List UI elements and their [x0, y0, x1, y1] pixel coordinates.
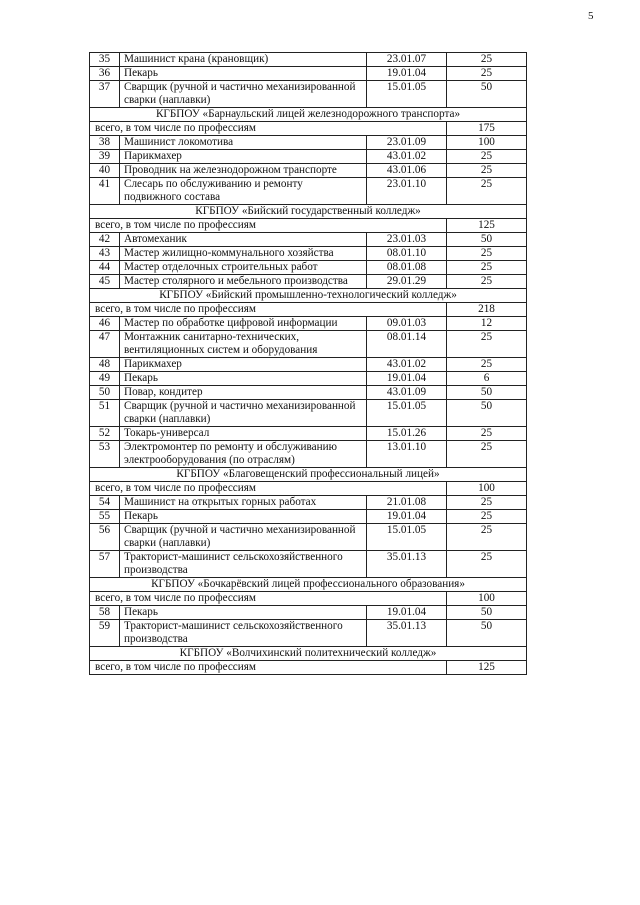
- table-row: [90, 331, 527, 358]
- table-row: [90, 233, 527, 247]
- table-row: [90, 606, 527, 620]
- organization-name: КГБПОУ «Бочкарёвский лицей профессионального образования»: [90, 578, 527, 592]
- profession-code: 23.01.09: [367, 136, 447, 150]
- table-row: [90, 164, 527, 178]
- table-row: [90, 275, 527, 289]
- table-row: [90, 247, 527, 261]
- row-number: 59: [90, 620, 120, 647]
- profession-code: 35.01.13: [367, 551, 447, 578]
- profession-code: 43.01.09: [367, 386, 447, 400]
- admission-count: 50: [447, 81, 527, 108]
- subtotal-count: 218: [447, 303, 527, 317]
- row-number: 35: [90, 53, 120, 67]
- profession-name: Сварщик (ручной и частично механизированной сварки (наплавки): [120, 81, 367, 108]
- table-row: [90, 372, 527, 386]
- admission-count: 25: [447, 275, 527, 289]
- profession-name: Автомеханик: [120, 233, 367, 247]
- profession-name: Пекарь: [120, 67, 367, 81]
- subtotal-count: 100: [447, 482, 527, 496]
- subtotal-count: 175: [447, 122, 527, 136]
- profession-code: 43.01.02: [367, 358, 447, 372]
- row-number: 42: [90, 233, 120, 247]
- row-number: 40: [90, 164, 120, 178]
- admission-count: 100: [447, 136, 527, 150]
- profession-code: 23.01.07: [367, 53, 447, 67]
- table-row: [90, 441, 527, 468]
- table-row: [90, 67, 527, 81]
- row-number: 57: [90, 551, 120, 578]
- profession-code: 08.01.10: [367, 247, 447, 261]
- admission-count: 25: [447, 150, 527, 164]
- professions-table: [89, 52, 527, 675]
- table-row: [90, 386, 527, 400]
- profession-name: Машинист крана (крановщик): [120, 53, 367, 67]
- row-number: 51: [90, 400, 120, 427]
- row-number: 43: [90, 247, 120, 261]
- admission-count: 25: [447, 358, 527, 372]
- subtotal-label: всего, в том числе по профессиям: [90, 482, 447, 496]
- row-number: 41: [90, 178, 120, 205]
- admission-count: 25: [447, 524, 527, 551]
- table-row: [90, 427, 527, 441]
- profession-code: 15.01.05: [367, 81, 447, 108]
- profession-code: 19.01.04: [367, 606, 447, 620]
- row-number: 58: [90, 606, 120, 620]
- profession-name: Парикмахер: [120, 358, 367, 372]
- profession-code: 35.01.13: [367, 620, 447, 647]
- profession-code: 23.01.10: [367, 178, 447, 205]
- professions-table-body: [90, 53, 527, 675]
- row-number: 52: [90, 427, 120, 441]
- subtotal-label: всего, в том числе по профессиям: [90, 592, 447, 606]
- table-row: [90, 178, 527, 205]
- organization-header-row: [90, 468, 527, 482]
- profession-name: Пекарь: [120, 372, 367, 386]
- profession-code: 08.01.08: [367, 261, 447, 275]
- admission-count: 50: [447, 233, 527, 247]
- row-number: 44: [90, 261, 120, 275]
- subtotal-label: всего, в том числе по профессиям: [90, 303, 447, 317]
- table-row: [90, 261, 527, 275]
- table-row: [90, 53, 527, 67]
- row-number: 56: [90, 524, 120, 551]
- profession-name: Тракторист-машинист сельскохозяйственного производства: [120, 620, 367, 647]
- page-number: 5: [588, 10, 594, 22]
- subtotal-count: 100: [447, 592, 527, 606]
- table-row: [90, 524, 527, 551]
- organization-name: КГБПОУ «Благовещенский профессиональный лицей»: [90, 468, 527, 482]
- admission-count: 25: [447, 427, 527, 441]
- row-number: 46: [90, 317, 120, 331]
- organization-name: КГБПОУ «Бийский промышленно-технологический колледж»: [90, 289, 527, 303]
- admission-count: 25: [447, 510, 527, 524]
- row-number: 38: [90, 136, 120, 150]
- profession-name: Мастер столярного и мебельного производства: [120, 275, 367, 289]
- row-number: 53: [90, 441, 120, 468]
- profession-code: 19.01.04: [367, 510, 447, 524]
- table-row: [90, 81, 527, 108]
- profession-name: Мастер отделочных строительных работ: [120, 261, 367, 275]
- profession-code: 19.01.04: [367, 372, 447, 386]
- table-row: [90, 358, 527, 372]
- admission-count: 25: [447, 551, 527, 578]
- organization-header-row: [90, 289, 527, 303]
- subtotal-row: [90, 219, 527, 233]
- profession-code: 23.01.03: [367, 233, 447, 247]
- table-row: [90, 136, 527, 150]
- subtotal-row: [90, 303, 527, 317]
- profession-name: Парикмахер: [120, 150, 367, 164]
- row-number: 36: [90, 67, 120, 81]
- subtotal-row: [90, 661, 527, 675]
- admission-count: 25: [447, 67, 527, 81]
- profession-name: Проводник на железнодорожном транспорте: [120, 164, 367, 178]
- row-number: 37: [90, 81, 120, 108]
- subtotal-row: [90, 482, 527, 496]
- admission-count: 50: [447, 620, 527, 647]
- table-row: [90, 620, 527, 647]
- profession-name: Машинист локомотива: [120, 136, 367, 150]
- organization-name: КГБПОУ «Волчихинский политехнический колледж»: [90, 647, 527, 661]
- profession-name: Сварщик (ручной и частично механизированной сварки (наплавки): [120, 400, 367, 427]
- profession-name: Мастер жилищно-коммунального хозяйства: [120, 247, 367, 261]
- profession-name: Электромонтер по ремонту и обслуживанию электрооборудования (по отраслям): [120, 441, 367, 468]
- profession-name: Повар, кондитер: [120, 386, 367, 400]
- profession-name: Пекарь: [120, 510, 367, 524]
- row-number: 49: [90, 372, 120, 386]
- subtotal-label: всего, в том числе по профессиям: [90, 219, 447, 233]
- admission-count: 25: [447, 496, 527, 510]
- table-row: [90, 551, 527, 578]
- admission-count: 25: [447, 53, 527, 67]
- row-number: 45: [90, 275, 120, 289]
- admission-count: 50: [447, 606, 527, 620]
- table-row: [90, 496, 527, 510]
- table-row: [90, 400, 527, 427]
- profession-code: 43.01.06: [367, 164, 447, 178]
- subtotal-row: [90, 122, 527, 136]
- table-row: [90, 150, 527, 164]
- admission-count: 25: [447, 164, 527, 178]
- profession-code: 15.01.05: [367, 400, 447, 427]
- organization-name: КГБПОУ «Бийский государственный колледж»: [90, 205, 527, 219]
- subtotal-label: всего, в том числе по профессиям: [90, 122, 447, 136]
- profession-code: 09.01.03: [367, 317, 447, 331]
- row-number: 47: [90, 331, 120, 358]
- row-number: 54: [90, 496, 120, 510]
- admission-count: 25: [447, 441, 527, 468]
- row-number: 39: [90, 150, 120, 164]
- organization-header-row: [90, 108, 527, 122]
- subtotal-count: 125: [447, 219, 527, 233]
- admission-count: 25: [447, 261, 527, 275]
- profession-code: 21.01.08: [367, 496, 447, 510]
- row-number: 55: [90, 510, 120, 524]
- profession-code: 13.01.10: [367, 441, 447, 468]
- profession-code: 15.01.26: [367, 427, 447, 441]
- profession-name: Мастер по обработке цифровой информации: [120, 317, 367, 331]
- admission-count: 25: [447, 247, 527, 261]
- admission-count: 50: [447, 386, 527, 400]
- profession-name: Монтажник санитарно-технических, вентиляционных систем и оборудования: [120, 331, 367, 358]
- subtotal-label: всего, в том числе по профессиям: [90, 661, 447, 675]
- organization-header-row: [90, 578, 527, 592]
- subtotal-count: 125: [447, 661, 527, 675]
- profession-code: 19.01.04: [367, 67, 447, 81]
- profession-name: Слесарь по обслуживанию и ремонту подвижного состава: [120, 178, 367, 205]
- admission-count: 12: [447, 317, 527, 331]
- profession-code: 29.01.29: [367, 275, 447, 289]
- table-row: [90, 317, 527, 331]
- profession-code: 43.01.02: [367, 150, 447, 164]
- row-number: 50: [90, 386, 120, 400]
- subtotal-row: [90, 592, 527, 606]
- profession-code: 15.01.05: [367, 524, 447, 551]
- admission-count: 25: [447, 178, 527, 205]
- row-number: 48: [90, 358, 120, 372]
- profession-name: Машинист на открытых горных работах: [120, 496, 367, 510]
- admission-count: 25: [447, 331, 527, 358]
- organization-header-row: [90, 647, 527, 661]
- profession-code: 08.01.14: [367, 331, 447, 358]
- profession-name: Тракторист-машинист сельскохозяйственного производства: [120, 551, 367, 578]
- profession-name: Сварщик (ручной и частично механизированной сварки (наплавки): [120, 524, 367, 551]
- admission-count: 50: [447, 400, 527, 427]
- organization-name: КГБПОУ «Барнаульский лицей железнодорожного транспорта»: [90, 108, 527, 122]
- admission-count: 6: [447, 372, 527, 386]
- organization-header-row: [90, 205, 527, 219]
- table-row: [90, 510, 527, 524]
- profession-name: Токарь-универсал: [120, 427, 367, 441]
- profession-name: Пекарь: [120, 606, 367, 620]
